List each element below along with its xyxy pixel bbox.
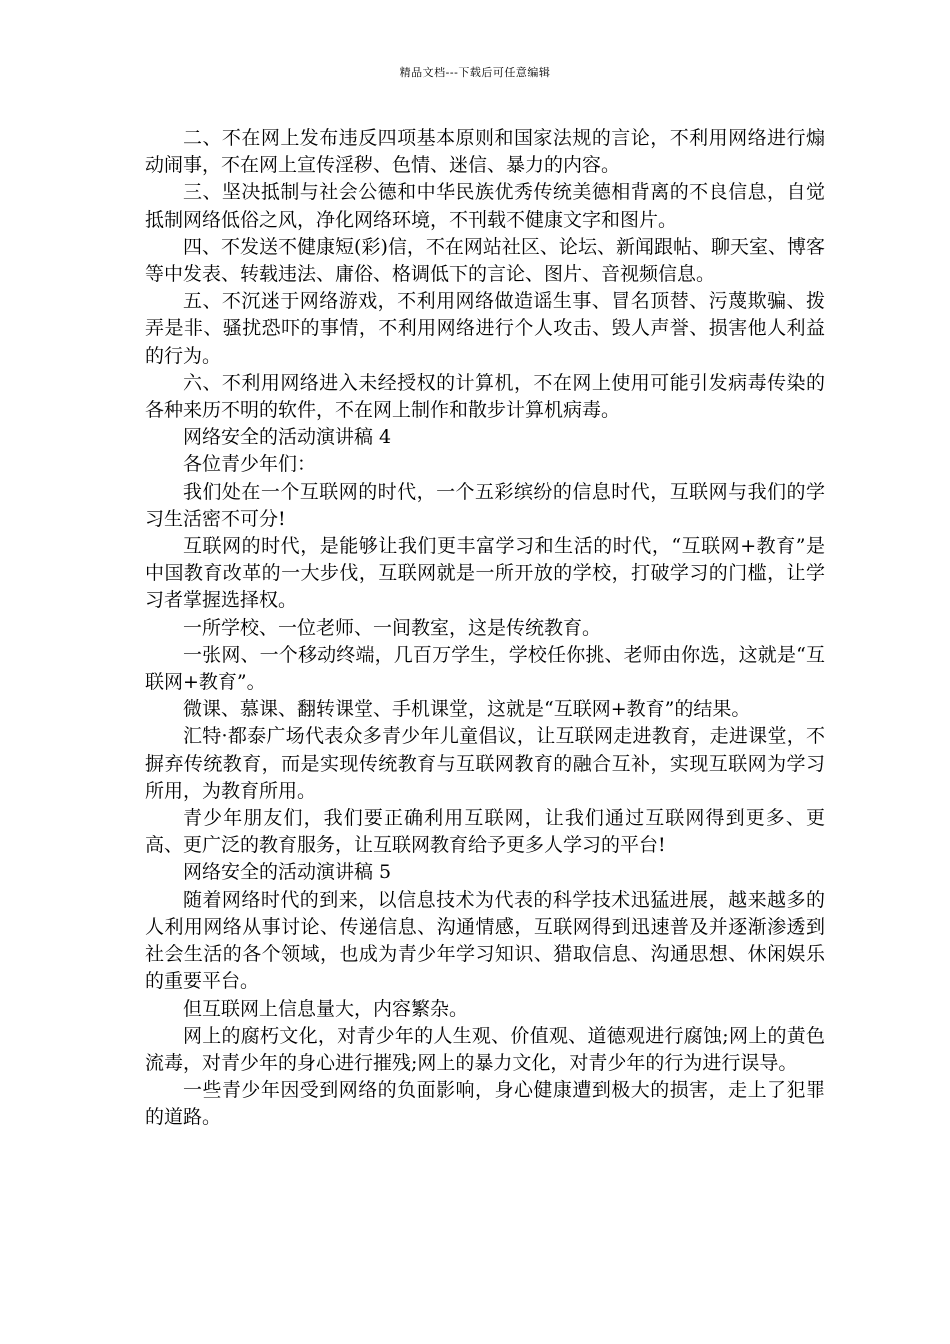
paragraph: 一所学校、一位老师、一间教室，这是传统教育。 [183, 616, 602, 639]
paragraph: 微课、慕课、翻转课堂、手机课堂，这就是“互联网+教育”的结果。 [183, 698, 751, 721]
paragraph: 三、坚决抵制与社会公德和中华民族优秀传统美德相背离的不良信息，自觉抵制网络低俗之风，净化网络环境，不刊载不健康文字和图片。 [145, 181, 825, 231]
page-header: 精品文档---下载后可任意编辑 [399, 66, 551, 79]
paragraph: 青少年朋友们，我们要正确利用互联网，让我们通过互联网得到更多、更高、更广泛的教育服务，让互联网教育给予更多人学习的平台! [145, 807, 825, 857]
paragraph: 一些青少年因受到网络的负面影响，身心健康遭到极大的损害，走上了犯罪的道路。 [145, 1079, 825, 1129]
paragraph: 我们处在一个互联网的时代，一个五彩缤纷的信息时代，互联网与我们的学习生活密不可分! [145, 480, 825, 530]
paragraph: 六、不利用网络进入未经授权的计算机，不在网上使用可能引发病毒传染的各种来历不明的软件，不在网上制作和散步计算机病毒。 [145, 371, 825, 422]
section-title: 网络安全的活动演讲稿 4 [183, 426, 392, 449]
paragraph: 二、不在网上发布违反四项基本原则和国家法规的言论，不利用网络进行煽动闹事，不在网上宣传淫秽、色情、迷信、暴力的内容。 [145, 127, 825, 177]
salutation: 各位青少年们： [183, 453, 317, 476]
document-body [145, 125, 825, 1132]
paragraph: 网上的腐朽文化，对青少年的人生观、价值观、道德观进行腐蚀;网上的黄色流毒，对青少年的身心进行摧残;网上的暴力文化，对青少年的行为进行误导。 [145, 1024, 825, 1074]
paragraph: 一张网、一个移动终端，几百万学生，学校任你挑、老师由你选，这就是“互联网+教育”。 [145, 643, 825, 694]
paragraph: 汇特·都泰广场代表众多青少年儿童倡议，让互联网走进教育，走进课堂，不摒弃传统教育，而是实现传统教育与互联网教育的融合互补，实现互联网为学习所用，为教育所用。 [145, 725, 825, 802]
paragraph: 但互联网上信息量大，内容繁杂。 [183, 997, 469, 1020]
paragraph: 四、不发送不健康短(彩)信，不在网站社区、论坛、新闻跟帖、聊天室、博客等中发表、转载违法、庸俗、格调低下的言论、图片、音视频信息。 [145, 235, 825, 286]
paragraph: 五、不沉迷于网络游戏，不利用网络做造谣生事、冒名顶替、污蔑欺骗、拨弄是非、骚扰恐吓的事情，不利用网络进行个人攻击、毁人声誉、损害他人利益的行为。 [145, 290, 825, 367]
paragraph: 互联网的时代，是能够让我们更丰富学习和生活的时代，“互联网+教育”是中国教育改革的一大步伐，互联网就是一所开放的学校，打破学习的门槛，让学习者掌握选择权。 [145, 535, 825, 612]
paragraph: 随着网络时代的到来，以信息技术为代表的科学技术迅猛进展，越来越多的人利用网络从事讨论、传递信息、沟通情感，互联网得到迅速普及并逐渐渗透到社会生活的各个领域，也成为青少年学习知识、猎取信息、沟通思想、休闲娱乐的重要平台。 [145, 888, 825, 993]
section-title: 网络安全的活动演讲稿 5 [183, 861, 392, 884]
